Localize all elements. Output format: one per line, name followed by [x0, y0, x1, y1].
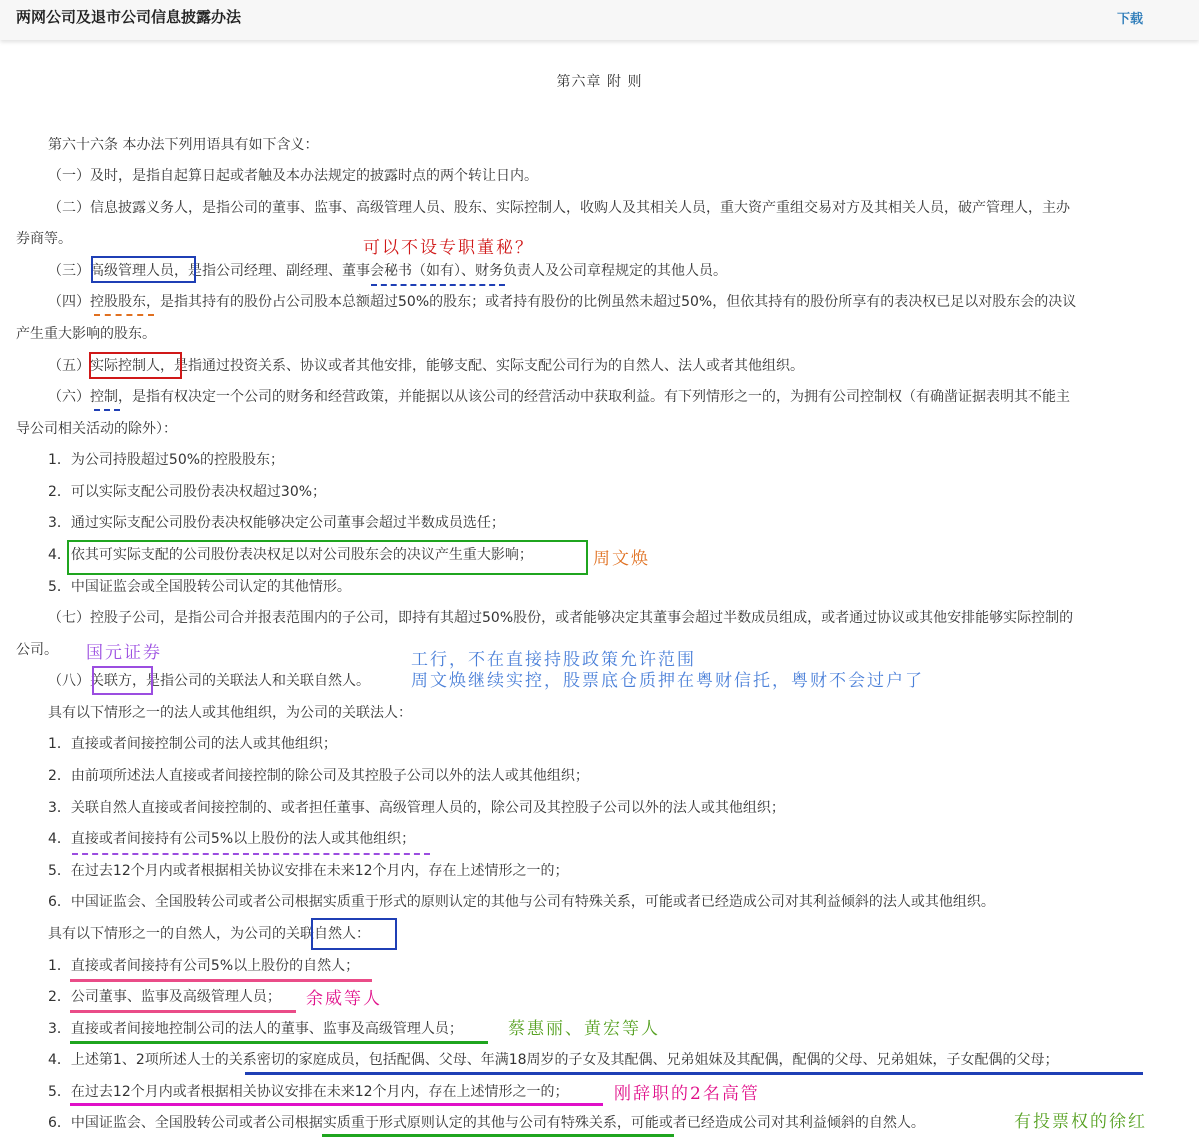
note-zhou-wenhuan: 周文焕	[593, 549, 650, 569]
definition-control-cont: 导公司相关活动的除外）：	[16, 421, 177, 437]
underline-board-secretary	[371, 284, 505, 286]
related-legal-item-5: 5．在过去12个月内或者根据相关协议安排在未来12个月内，存在上述情形之一的；	[48, 863, 569, 879]
related-legal-item-3: 3．关联自然人直接或者间接控制的、或者担任董事、高级管理人员的，除公司及其控股子公司以外的法人或其他组织；	[48, 800, 785, 816]
box-senior-management	[91, 256, 196, 283]
underline-related-legal-item-4	[72, 853, 430, 855]
download-link[interactable]: 下载	[1116, 12, 1143, 27]
underline-controlling-shareholder	[94, 314, 154, 316]
document-title: 两网公司及退市公司信息披露办法	[16, 8, 242, 26]
underline-control	[94, 409, 120, 411]
top-bar	[0, 0, 1199, 40]
definition-controlling-shareholder-cont: 产生重大影响的股东。	[16, 326, 156, 342]
related-natural-item-3: 3．直接或者间接地控制公司的法人的董事、监事及高级管理人员；	[48, 1021, 463, 1037]
definition-control: （六）控制，是指有权决定一个公司的财务和经营政策，并能据以从该公司的经营活动中获取利益。有下列情形之一的，为拥有公司控制权（有确凿证据表明其不能主	[48, 389, 1070, 405]
note-xu-hong: 有投票权的徐红	[1014, 1112, 1147, 1132]
control-item-5: 5．中国证监会或全国股转公司认定的其他情形。	[48, 579, 351, 595]
definition-controlling-shareholder: （四）控股股东，是指其持有的股份占公司股本总额超过50%的股东；或者持有股份的比例虽然未超过50%，但依其持有的股份所享有的表决权已足以对股东会的决议	[48, 294, 1077, 310]
related-natural-person-intro: 具有以下情形之一的自然人，为公司的关联自然人：	[48, 926, 370, 942]
definition-disclosure-obligor-cont: 券商等。	[16, 231, 72, 247]
related-legal-item-2: 2．由前项所述法人直接或者间接控制的除公司及其控股子公司以外的法人或其他组织；	[48, 768, 589, 784]
note-resigned: 刚辞职的2名高管	[614, 1084, 760, 1104]
underline-natural-item-2	[70, 1010, 296, 1013]
control-item-2: 2．可以实际支配公司股份表决权超过30%；	[48, 484, 327, 500]
definition-holding-subsidiary: （七）控股子公司，是指公司合并报表范围内的子公司，即持有其超过50%股份，或者能够决定其董事会超过半数成员组成，或者通过协议或其他安排能够实际控制的	[48, 610, 1074, 626]
definition-actual-controller: （五）实际控制人，是指通过投资关系、协议或者其他安排，能够支配、实际支配公司行为的自然人、法人或者其他组织。	[48, 358, 804, 374]
related-natural-item-1: 1．直接或者间接持有公司5%以上股份的自然人；	[48, 958, 360, 974]
note-yu-wei: 余威等人	[306, 989, 382, 1009]
related-natural-item-6: 6．中国证监会、全国股转公司或者公司根据实质重于形式原则认定的其他与公司有特殊关系，可能或者已经造成公司对其利益倾斜的自然人。	[48, 1115, 925, 1131]
box-related-natural-person	[311, 918, 397, 950]
definition-senior-management: （三）高级管理人员，是指公司经理、副经理、董事会秘书（如有）、财务负责人及公司章程规定的其他人员。	[48, 263, 727, 279]
note-cai-huang: 蔡惠丽、黄宏等人	[508, 1019, 660, 1039]
control-item-1: 1．为公司持股超过50%的控股股东；	[48, 452, 285, 468]
box-control-item-4	[67, 540, 588, 575]
chapter-title: 第六章 附 则	[556, 74, 643, 90]
related-legal-person-intro: 具有以下情形之一的法人或其他组织，为公司的关联法人：	[48, 705, 412, 721]
related-legal-item-4: 4．直接或者间接持有公司5%以上股份的法人或其他组织；	[48, 831, 416, 847]
definition-holding-subsidiary-cont: 公司。	[16, 642, 58, 658]
definition-disclosure-obligor: （二）信息披露义务人，是指公司的董事、监事、高级管理人员、股东、实际控制人，收购人及其相关人员，重大资产重组交易对方及其相关人员，破产管理人，主办	[48, 200, 1070, 216]
underline-natural-item-4	[245, 1072, 1143, 1075]
box-actual-controller	[89, 352, 182, 379]
box-related-party	[92, 666, 153, 695]
underline-natural-item-3	[70, 1041, 488, 1044]
underline-natural-item-5	[70, 1103, 603, 1106]
control-item-3: 3．通过实际支配公司股份表决权能够决定公司董事会超过半数成员选任；	[48, 515, 505, 531]
related-natural-item-2: 2．公司董事、监事及高级管理人员；	[48, 989, 281, 1005]
article-66-intro: 第六十六条 本办法下列用语具有如下含义：	[48, 137, 319, 153]
note-no-secretary: 可以不设专职董秘？	[363, 238, 534, 258]
note-zhou-control: 周文焕继续实控，股票底仓质押在粤财信托，粤财不会过户了	[411, 671, 924, 691]
note-guoyuan: 国元证券	[86, 643, 162, 663]
note-gonghang: 工行，不在直接持股政策允许范围	[411, 650, 696, 670]
definition-timely: （一）及时，是指自起算日起或者触及本办法规定的披露时点的两个转让日内。	[48, 168, 538, 184]
underline-natural-item-1	[70, 979, 372, 982]
definition-related-party: （八）关联方，是指公司的关联法人和关联自然人。	[48, 673, 370, 689]
control-item-4: 4．依其可实际支配的公司股份表决权足以对公司股东会的决议产生重大影响；	[48, 547, 533, 563]
related-legal-item-1: 1．直接或者间接控制公司的法人或其他组织；	[48, 736, 337, 752]
related-legal-item-6: 6．中国证监会、全国股转公司或者公司根据实质重于形式的原则认定的其他与公司有特殊关系，可能或者已经造成公司对其利益倾斜的法人或其他组织。	[48, 894, 995, 910]
related-natural-item-5: 5．在过去12个月内或者根据相关协议安排在未来12个月内，存在上述情形之一的；	[48, 1084, 569, 1100]
underline-natural-item-6	[322, 1134, 674, 1137]
related-natural-item-4: 4．上述第1、2项所述人士的关系密切的家庭成员，包括配偶、父母、年满18周岁的子女及其配偶、兄弟姐妹及其配偶，配偶的父母、兄弟姐妹，子女配偶的父母；	[48, 1052, 1059, 1068]
